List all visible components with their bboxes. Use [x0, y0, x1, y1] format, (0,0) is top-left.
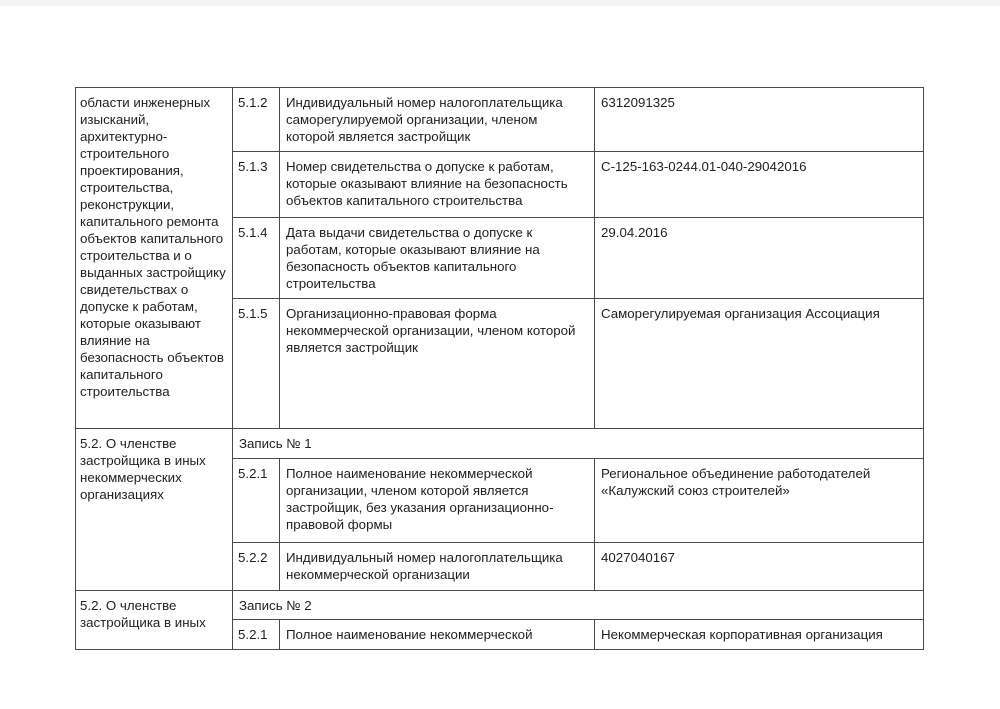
row-number-cell	[233, 543, 280, 591]
field-value: С-125-163-0244.01-040-29042016	[601, 159, 807, 174]
row-number: 5.1.4	[238, 225, 268, 240]
field-value-cell	[595, 152, 924, 218]
field-value: Саморегулируемая организация Ассоциация	[601, 306, 880, 321]
section-label: 5.2. О членстве застройщика в иных некоммерческих организациях	[80, 436, 206, 502]
row-number-cell	[233, 459, 280, 543]
record-header-row	[76, 591, 924, 620]
record-title-cell	[233, 429, 924, 459]
field-value-cell	[595, 299, 924, 429]
scan-edge	[0, 0, 1000, 6]
record-title: Запись № 2	[239, 598, 312, 613]
field-value-cell	[595, 543, 924, 591]
record-header-row	[76, 429, 924, 459]
field-name: Организационно-правовая форма некоммерческой организации, членом которой является застройщик	[286, 306, 576, 355]
row-number: 5.2.1	[238, 627, 268, 642]
section-label-cell	[76, 88, 233, 429]
field-name-cell	[280, 218, 595, 299]
field-value: Региональное объединение работодателей «Калужский союз строителей»	[601, 466, 871, 498]
row-number: 5.2.2	[238, 550, 268, 565]
field-name-cell	[280, 152, 595, 218]
field-value: Некоммерческая корпоративная организация	[601, 627, 883, 642]
row-number-cell	[233, 218, 280, 299]
field-name-cell	[280, 459, 595, 543]
field-value-cell	[595, 459, 924, 543]
record-title: Запись № 1	[239, 436, 312, 451]
field-name-cell	[280, 299, 595, 429]
disclosure-table	[75, 87, 924, 650]
field-value-cell	[595, 88, 924, 152]
row-number: 5.2.1	[238, 466, 268, 481]
field-value-cell	[595, 620, 924, 650]
field-name-cell	[280, 543, 595, 591]
field-value: 4027040167	[601, 550, 675, 565]
field-value-cell	[595, 218, 924, 299]
section-label: 5.2. О членстве застройщика в иных	[80, 598, 206, 630]
field-name: Номер свидетельства о допуске к работам, которые оказывают влияние на безопасность объектов капитального строительства	[286, 159, 568, 208]
record-title-cell	[233, 591, 924, 620]
row-number-cell	[233, 88, 280, 152]
row-number: 5.1.5	[238, 306, 268, 321]
table-row	[76, 88, 924, 152]
field-name: Индивидуальный номер налогоплательщика некоммерческой организации	[286, 550, 563, 582]
field-name: Полное наименование некоммерческой организации, членом которой является застройщик, без указания организационно-правовой формы	[286, 466, 554, 532]
field-name: Дата выдачи свидетельства о допуске к работам, которые оказывают влияние на безопасность объектов капитального строительства	[286, 225, 540, 291]
section-label-cell	[76, 591, 233, 650]
field-value: 6312091325	[601, 95, 675, 110]
section-label-cell	[76, 429, 233, 591]
row-number: 5.1.3	[238, 159, 268, 174]
row-number: 5.1.2	[238, 95, 268, 110]
row-number-cell	[233, 152, 280, 218]
field-name: Индивидуальный номер налогоплательщика саморегулируемой организации, членом которой является застройщик	[286, 95, 563, 144]
field-name-cell	[280, 620, 595, 650]
row-number-cell	[233, 620, 280, 650]
field-name: Полное наименование некоммерческой	[286, 627, 533, 642]
field-value: 29.04.2016	[601, 225, 668, 240]
section-label: области инженерных изысканий, архитектурно-строительного проектирования, строительства, реконструкции, капитального ремонта объектов капитального строительства и о выданных застройщику свидетельствах о допуске к работам, которые оказывают влияние на безопасность объектов капитального строительства	[80, 95, 226, 399]
row-number-cell	[233, 299, 280, 429]
field-name-cell	[280, 88, 595, 152]
